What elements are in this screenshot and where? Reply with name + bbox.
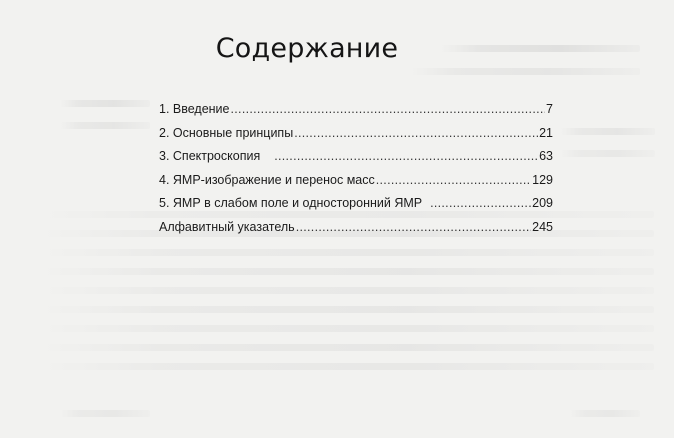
toc-entry-page: 21 xyxy=(539,125,553,140)
toc-entry-page: 63 xyxy=(539,149,553,163)
bleed-through-line xyxy=(570,410,640,417)
bleed-through-line xyxy=(40,249,654,256)
toc-entry-basic-principles[interactable] xyxy=(159,122,553,146)
bleed-through-line xyxy=(40,306,654,313)
toc-leader-dots xyxy=(430,192,531,216)
toc-entry-index[interactable] xyxy=(159,216,553,240)
bleed-through-line xyxy=(60,122,150,129)
bleed-through-line xyxy=(60,410,150,417)
bleed-through-line xyxy=(40,325,654,332)
toc-leader-dots xyxy=(376,169,531,193)
toc-entry-low-field-nmr[interactable] xyxy=(159,192,553,216)
toc-entry-label: Алфавитный указатель xyxy=(159,219,295,234)
toc-entry-label: 1. Введение xyxy=(159,102,230,116)
bleed-through-line xyxy=(40,344,654,351)
toc-entry-introduction[interactable] xyxy=(159,98,553,122)
toc-leader-dots xyxy=(231,98,546,122)
bleed-through-line xyxy=(560,128,655,135)
toc-entry-label: 4. ЯМР-изображение и перенос масс xyxy=(159,172,375,187)
page-title: Содержание xyxy=(215,33,399,64)
toc-entry-spectroscopy[interactable] xyxy=(159,145,553,169)
toc-entry-page: 209 xyxy=(532,196,553,210)
toc-leader-dots xyxy=(274,145,538,169)
toc-leader-dots xyxy=(294,122,538,146)
bleed-through-line xyxy=(40,363,654,370)
bleed-through-line xyxy=(40,268,654,275)
toc-entry-label: 5. ЯМР в слабом поле и односторонний ЯМР xyxy=(159,196,423,210)
bleed-through-line xyxy=(40,287,654,294)
toc-leader-dots xyxy=(296,216,531,240)
toc-entry-page: 245 xyxy=(532,219,553,234)
table-of-contents xyxy=(159,98,553,239)
toc-entry-label: 2. Основные принципы xyxy=(159,125,294,140)
bleed-through-line xyxy=(60,100,150,107)
toc-entry-page: 7 xyxy=(546,102,553,116)
toc-entry-nmr-imaging[interactable] xyxy=(159,169,553,193)
bleed-through-line xyxy=(410,68,640,75)
toc-entry-label: 3. Спектроскопия xyxy=(159,149,261,163)
bleed-through-line xyxy=(560,150,655,157)
toc-entry-page: 129 xyxy=(532,172,553,187)
